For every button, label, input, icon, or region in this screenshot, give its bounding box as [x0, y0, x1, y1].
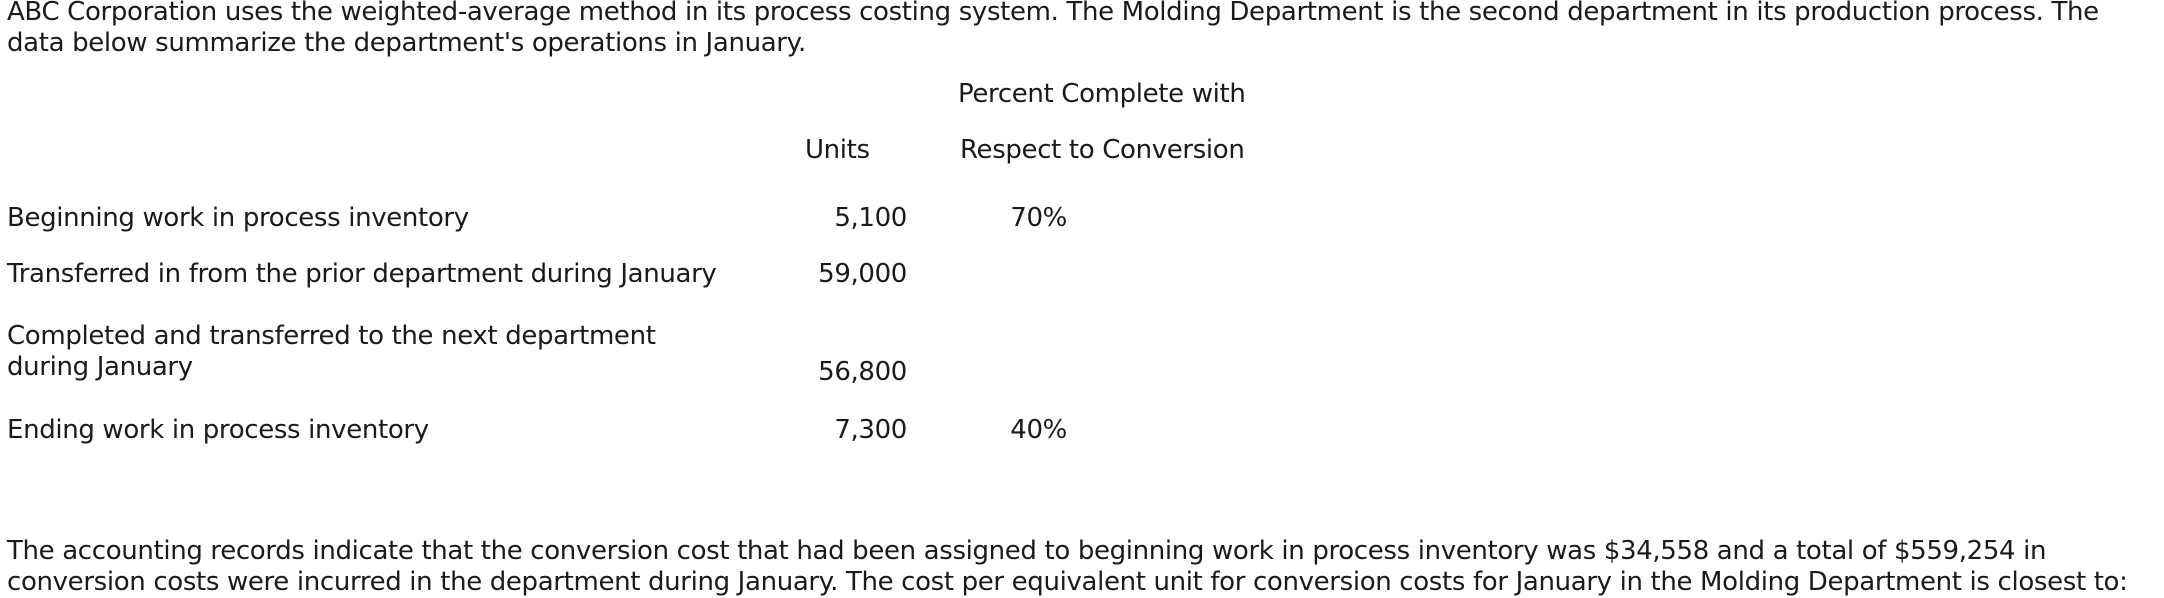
units-header: Units	[805, 135, 870, 165]
table-row	[7, 190, 1247, 246]
row-percent	[1007, 246, 1067, 302]
production-data-table	[7, 78, 1247, 458]
row-percent: 70%	[1010, 202, 1067, 233]
row-label: Beginning work in process inventory	[7, 202, 469, 233]
percent-header-line2: Respect to Conversion	[960, 135, 1245, 165]
table-row	[7, 246, 1247, 302]
header-spacer-row	[7, 134, 1247, 190]
row-label: Completed and transferred to the next department during January	[7, 321, 656, 382]
percent-header-line1: Percent Complete with	[958, 79, 1246, 109]
row-units: 7,300	[834, 414, 907, 445]
problem-question: The accounting records indicate that the conversion cost that had been assigned to beginning work in process inventory was $34,558 and a total of $559,254 in conversion costs were incurred in the department during January. The cost per equivalent unit for conversion costs for January in the Molding Department is closest to:	[7, 536, 2128, 597]
row-label: Transferred in from the prior department during January	[7, 258, 717, 289]
row-units: 56,800	[818, 357, 907, 387]
row-units: 59,000	[818, 258, 907, 289]
problem-intro: ABC Corporation uses the weighted-average method in its process costing system. The Molding Department is the second department in its production process. The data below summarize the department's operations in January.	[7, 0, 2099, 58]
table-row	[7, 402, 1247, 458]
row-percent	[1007, 302, 1067, 402]
row-units: 5,100	[834, 202, 907, 233]
row-percent: 40%	[1010, 414, 1067, 445]
table-row	[7, 302, 1247, 402]
row-label: Ending work in process inventory	[7, 414, 429, 445]
header-spacer-row	[7, 78, 1247, 134]
